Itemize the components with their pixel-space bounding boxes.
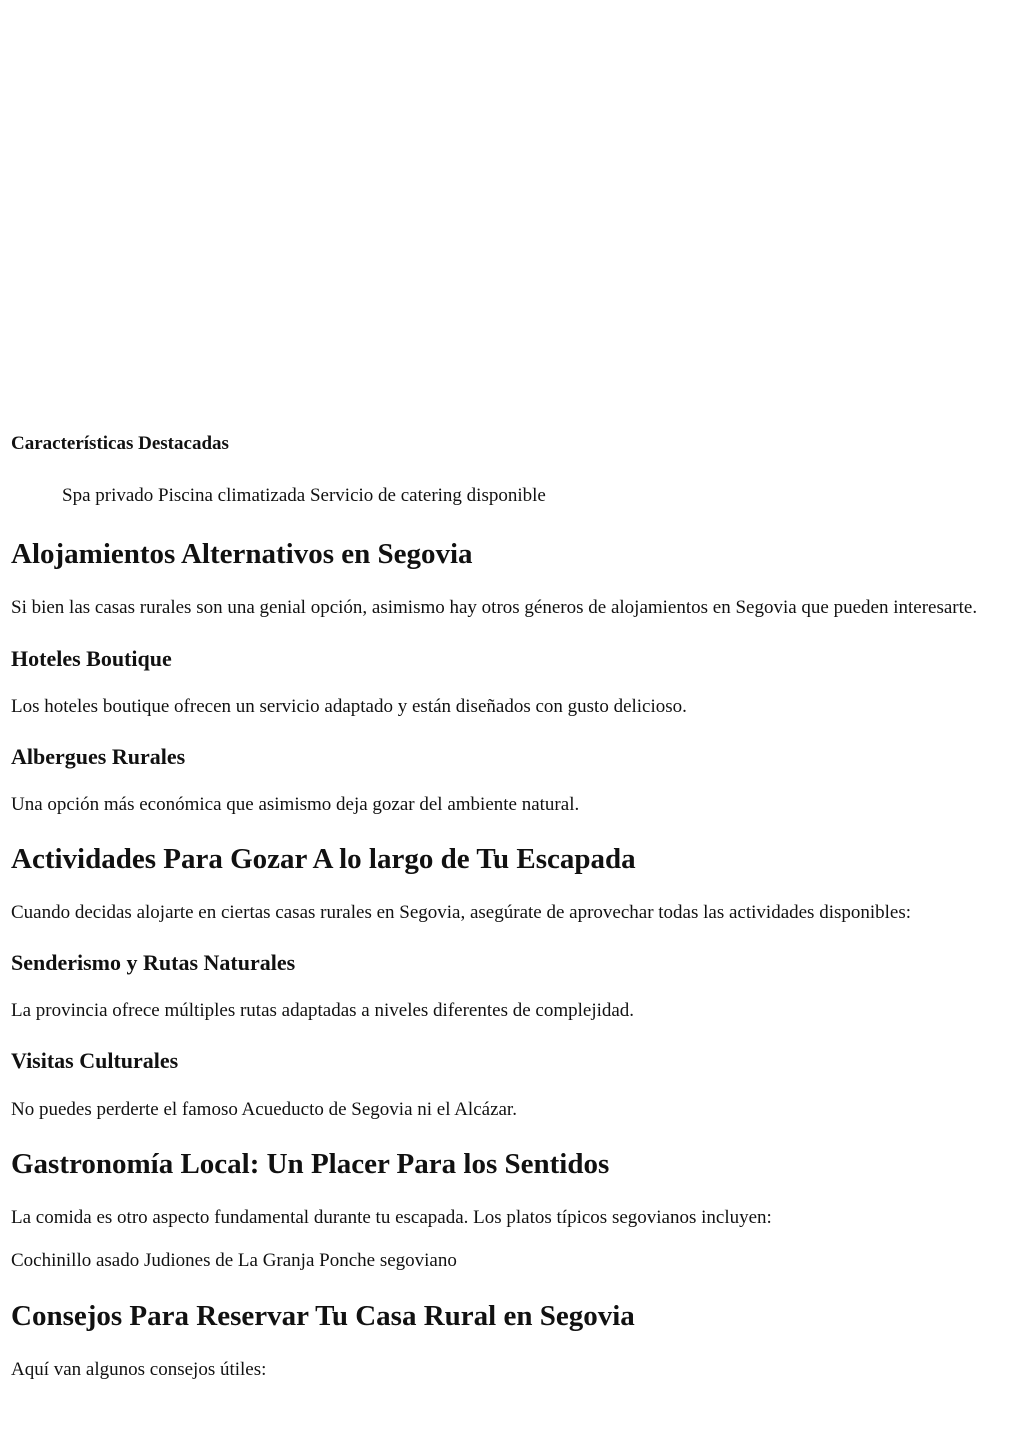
hiking-heading: Senderismo y Rutas Naturales xyxy=(11,950,296,975)
hiking-text: La provincia ofrece múltiples rutas adaptadas a niveles diferentes de complejidad. xyxy=(11,1000,635,1021)
boutique-heading: Hoteles Boutique xyxy=(11,646,172,671)
alternatives-heading: Alojamientos Alternativos en Segovia xyxy=(11,538,473,570)
hostels-heading: Albergues Rurales xyxy=(11,744,186,769)
features-list: Spa privado Piscina climatizada Servicio de catering disponible xyxy=(62,485,546,506)
activities-heading: Actividades Para Gozar A lo largo de Tu Escapada xyxy=(11,843,636,875)
features-title: Características Destacadas xyxy=(11,433,229,454)
tips-intro: Aquí van algunos consejos útiles: xyxy=(11,1359,267,1380)
gastronomy-intro: La comida es otro aspecto fundamental durante tu escapada. Los platos típicos segovianos incluyen: xyxy=(11,1207,772,1228)
gastronomy-heading: Gastronomía Local: Un Placer Para los Sentidos xyxy=(11,1148,610,1180)
tips-heading: Consejos Para Reservar Tu Casa Rural en Segovia xyxy=(11,1300,635,1332)
dishes-list: Cochinillo asado Judiones de La Granja Ponche segoviano xyxy=(11,1250,457,1271)
boutique-text: Los hoteles boutique ofrecen un servicio adaptado y están diseñados con gusto delicioso. xyxy=(11,696,687,717)
alternatives-intro: Si bien las casas rurales son una genial opción, asimismo hay otros géneros de alojamientos en Segovia que pueden interesarte. xyxy=(11,597,978,618)
blank-top-area xyxy=(0,0,1024,432)
activities-intro: Cuando decidas alojarte en ciertas casas rurales en Segovia, asegúrate de aprovechar todas las actividades disponibles: xyxy=(11,902,912,923)
culture-heading: Visitas Culturales xyxy=(11,1048,179,1073)
culture-text: No puedes perderte el famoso Acueducto de Segovia ni el Alcázar. xyxy=(11,1099,517,1120)
hostels-text: Una opción más económica que asimismo deja gozar del ambiente natural. xyxy=(11,794,580,815)
article-content xyxy=(0,432,1024,1381)
